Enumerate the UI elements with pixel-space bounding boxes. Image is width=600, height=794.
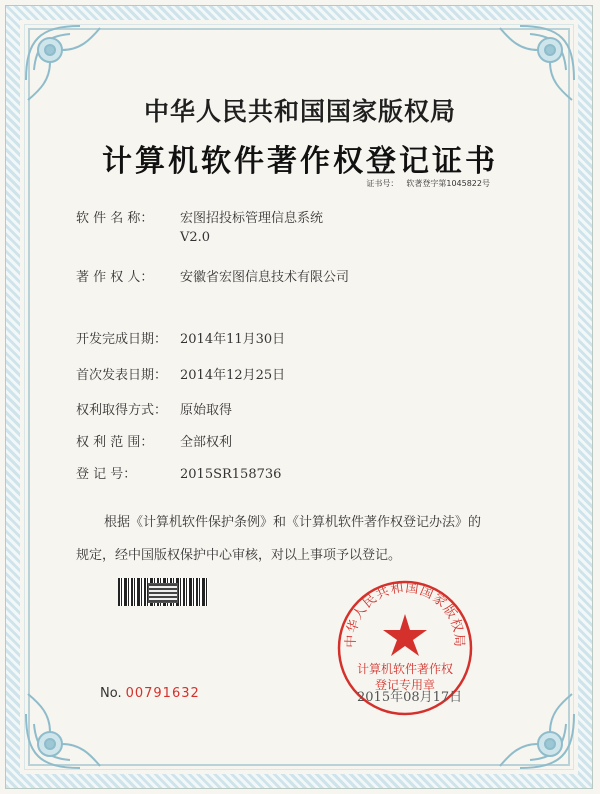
field-label: 著 作 权 人：: [76, 270, 154, 285]
seal-line-1: 计算机软件著作权: [356, 662, 453, 676]
cert-no-label: 证书号：: [366, 179, 399, 188]
corner-ornament-icon: [488, 682, 580, 774]
field-registration-no: [76, 463, 281, 482]
field-value: 安徽省宏图信息技术有限公司: [180, 270, 350, 285]
field-acquisition: [76, 399, 232, 418]
software-version: V2.0: [180, 230, 211, 245]
certificate-title: 计算机软件著作权登记证书: [102, 144, 498, 179]
field-label: 权 利 范 围：: [76, 435, 154, 450]
field-value: 全部权利: [180, 435, 233, 450]
certificate-number: [358, 178, 490, 189]
field-value: 原始取得: [180, 403, 233, 418]
field-dev-date: [76, 328, 285, 347]
field-value: 宏图招投标管理信息系统: [180, 211, 324, 226]
seal-line-2: 登记专用章: [374, 678, 435, 692]
field-label: 登 记 号：: [76, 467, 137, 482]
statement-line-1: 根据《计算机软件保护条例》和《计算机软件著作权登记办法》的: [104, 515, 482, 530]
field-value: 2014年11月30日: [180, 332, 286, 347]
seal-ring-text: 中华人民共和国国家版权局: [343, 580, 467, 648]
serial-value: 00791632: [125, 686, 200, 701]
cert-no-value: 软著登字第1045822号: [406, 179, 490, 188]
field-label: 软 件 名 称：: [76, 211, 154, 226]
statement-line-2: 规定，经中国版权保护中心审核，对以上事项予以登记。: [76, 548, 402, 563]
field-scope: [76, 431, 232, 450]
serial-number: [100, 686, 200, 701]
issuer-heading: 中华人民共和国国家版权局: [143, 97, 456, 126]
field-label: 首次发表日期：: [76, 368, 168, 383]
corner-ornament-icon: [20, 682, 112, 774]
field-owner: [76, 266, 349, 285]
field-value: 2015SR158736: [180, 467, 282, 482]
field-label: 权利取得方式：: [76, 403, 168, 418]
serial-label: No.: [100, 686, 122, 701]
barcode-icon: [118, 578, 208, 606]
field-label: 开发完成日期：: [76, 332, 168, 347]
field-software-name: [76, 207, 323, 245]
registration-statement: [76, 506, 526, 572]
field-pub-date: [76, 364, 285, 383]
field-value: 2014年12月25日: [180, 368, 286, 383]
issue-date: 2015年08月17日: [357, 690, 463, 705]
